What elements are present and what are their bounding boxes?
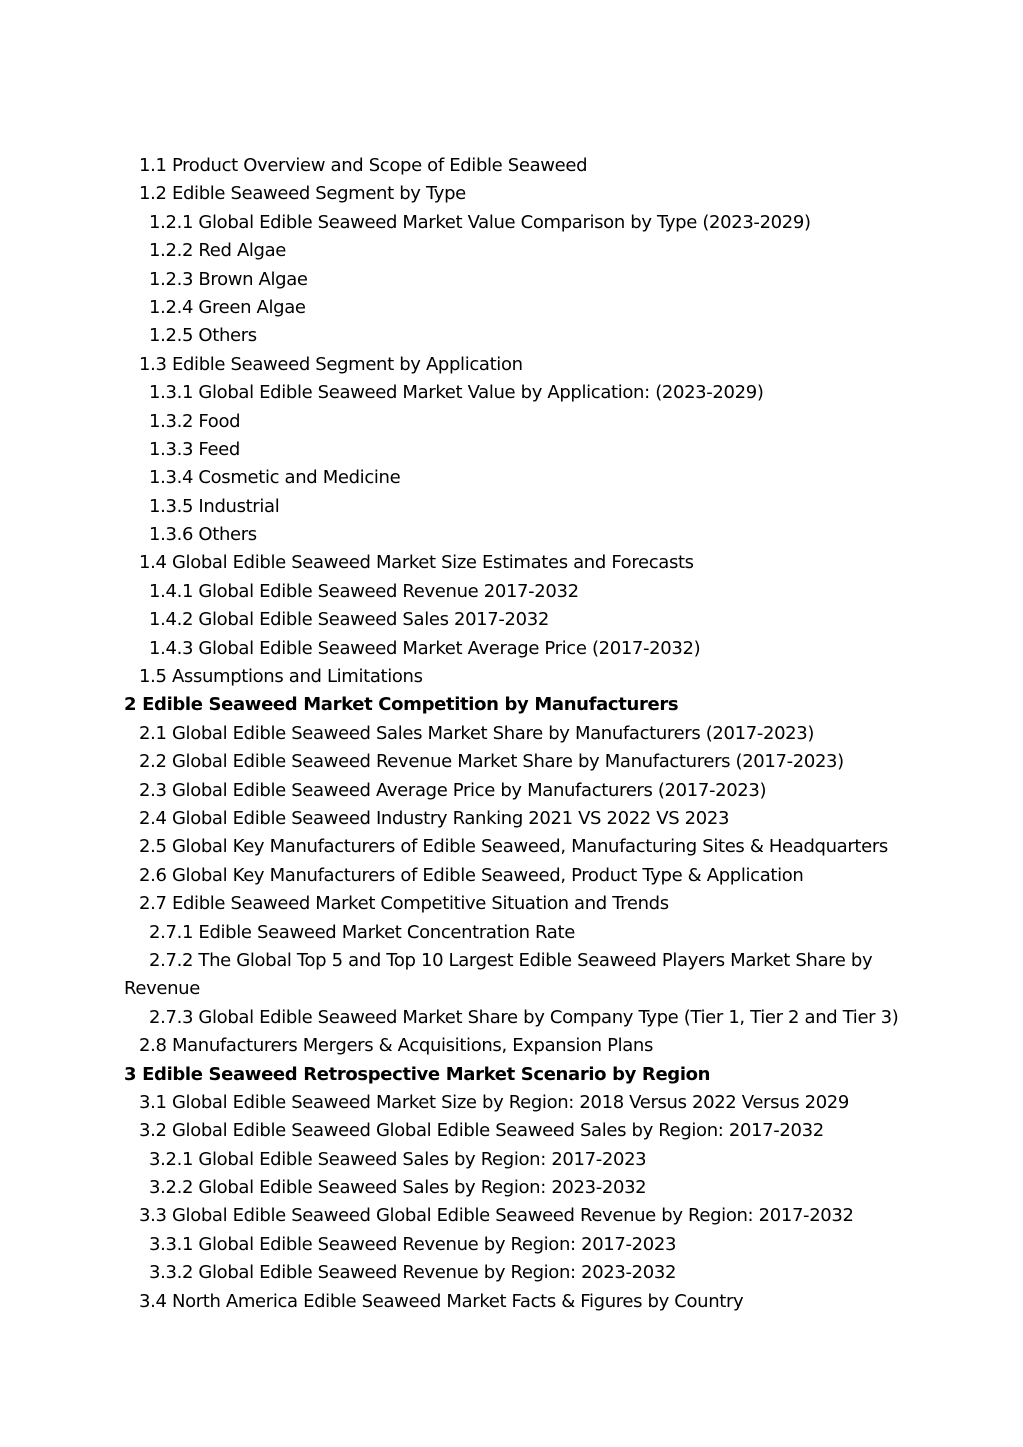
toc-entry: 2.2 Global Edible Seaweed Revenue Market Share by Manufacturers (2017-2023) xyxy=(139,751,844,773)
toc-entry: 2.7.1 Edible Seaweed Market Concentration Rate xyxy=(149,921,575,943)
toc-entry: 2.7.3 Global Edible Seaweed Market Share by Company Type (Tier 1, Tier 2 and Tier 3) xyxy=(149,1006,899,1028)
toc-entry: 1.2.4 Green Algae xyxy=(149,296,306,318)
toc-entry: 1.3.6 Others xyxy=(149,524,257,546)
toc-entry: 1.3.1 Global Edible Seaweed Market Value by Application: (2023-2029) xyxy=(149,382,764,404)
toc-entry: 2.7 Edible Seaweed Market Competitive Situation and Trends xyxy=(139,893,669,915)
toc-entry: 3.4 North America Edible Seaweed Market Facts & Figures by Country xyxy=(139,1290,744,1312)
toc-entry: 1.4.1 Global Edible Seaweed Revenue 2017-2032 xyxy=(149,580,579,602)
toc-entry: 2.8 Manufacturers Mergers & Acquisitions, Expansion Plans xyxy=(139,1035,654,1057)
toc-entry: 1.3.2 Food xyxy=(149,410,241,432)
toc-entry: 3.3.1 Global Edible Seaweed Revenue by Region: 2017-2023 xyxy=(149,1233,677,1255)
toc-entry: 1.4 Global Edible Seaweed Market Size Estimates and Forecasts xyxy=(139,552,694,574)
table-of-contents xyxy=(0,152,1023,1316)
toc-entry: 2.1 Global Edible Seaweed Sales Market Share by Manufacturers (2017-2023) xyxy=(139,722,815,744)
toc-entry: 2.4 Global Edible Seaweed Industry Ranking 2021 VS 2022 VS 2023 xyxy=(139,807,730,829)
toc-entry: 1.4.2 Global Edible Seaweed Sales 2017-2032 xyxy=(149,609,549,631)
toc-entry: 1.2.1 Global Edible Seaweed Market Value Comparison by Type (2023-2029) xyxy=(149,211,811,233)
toc-entry: 2.7.2 The Global Top 5 and Top 10 Largest Edible Seaweed Players Market Share by xyxy=(149,949,873,971)
toc-entry: 1.4.3 Global Edible Seaweed Market Average Price (2017-2032) xyxy=(149,637,701,659)
toc-entry: 1.3 Edible Seaweed Segment by Application xyxy=(139,353,523,375)
toc-entry: 1.2.2 Red Algae xyxy=(149,240,287,262)
toc-entry: 3.3 Global Edible Seaweed Global Edible Seaweed Revenue by Region: 2017-2032 xyxy=(139,1205,854,1227)
toc-entry: 1.3.3 Feed xyxy=(149,438,240,460)
toc-entry: 3.2.1 Global Edible Seaweed Sales by Region: 2017-2023 xyxy=(149,1148,647,1170)
toc-entry: Revenue xyxy=(124,978,200,1000)
toc-chapter-heading: 2 Edible Seaweed Market Competition by Manufacturers xyxy=(124,694,679,716)
toc-entry: 2.3 Global Edible Seaweed Average Price by Manufacturers (2017-2023) xyxy=(139,779,767,801)
toc-entry: 3.2 Global Edible Seaweed Global Edible Seaweed Sales by Region: 2017-2032 xyxy=(139,1120,824,1142)
toc-entry: 1.2.5 Others xyxy=(149,325,257,347)
toc-entry: 1.3.5 Industrial xyxy=(149,495,280,517)
toc-entry: 1.5 Assumptions and Limitations xyxy=(139,666,423,688)
toc-entry: 1.1 Product Overview and Scope of Edible Seaweed xyxy=(139,155,588,176)
toc-entry: 3.3.2 Global Edible Seaweed Revenue by Region: 2023-2032 xyxy=(149,1262,677,1284)
toc-entry: 3.1 Global Edible Seaweed Market Size by Region: 2018 Versus 2022 Versus 2029 xyxy=(139,1091,850,1113)
toc-entry: 1.2 Edible Seaweed Segment by Type xyxy=(139,183,466,205)
toc-entry: 2.6 Global Key Manufacturers of Edible Seaweed, Product Type & Application xyxy=(139,864,804,886)
toc-entry: 3.2.2 Global Edible Seaweed Sales by Region: 2023-2032 xyxy=(149,1177,647,1199)
toc-entry: 1.2.3 Brown Algae xyxy=(149,268,308,290)
toc-entry: 2.5 Global Key Manufacturers of Edible Seaweed, Manufacturing Sites & Headquarters xyxy=(139,836,888,858)
toc-entry: 1.3.4 Cosmetic and Medicine xyxy=(149,467,401,489)
toc-chapter-heading: 3 Edible Seaweed Retrospective Market Scenario by Region xyxy=(124,1063,711,1085)
